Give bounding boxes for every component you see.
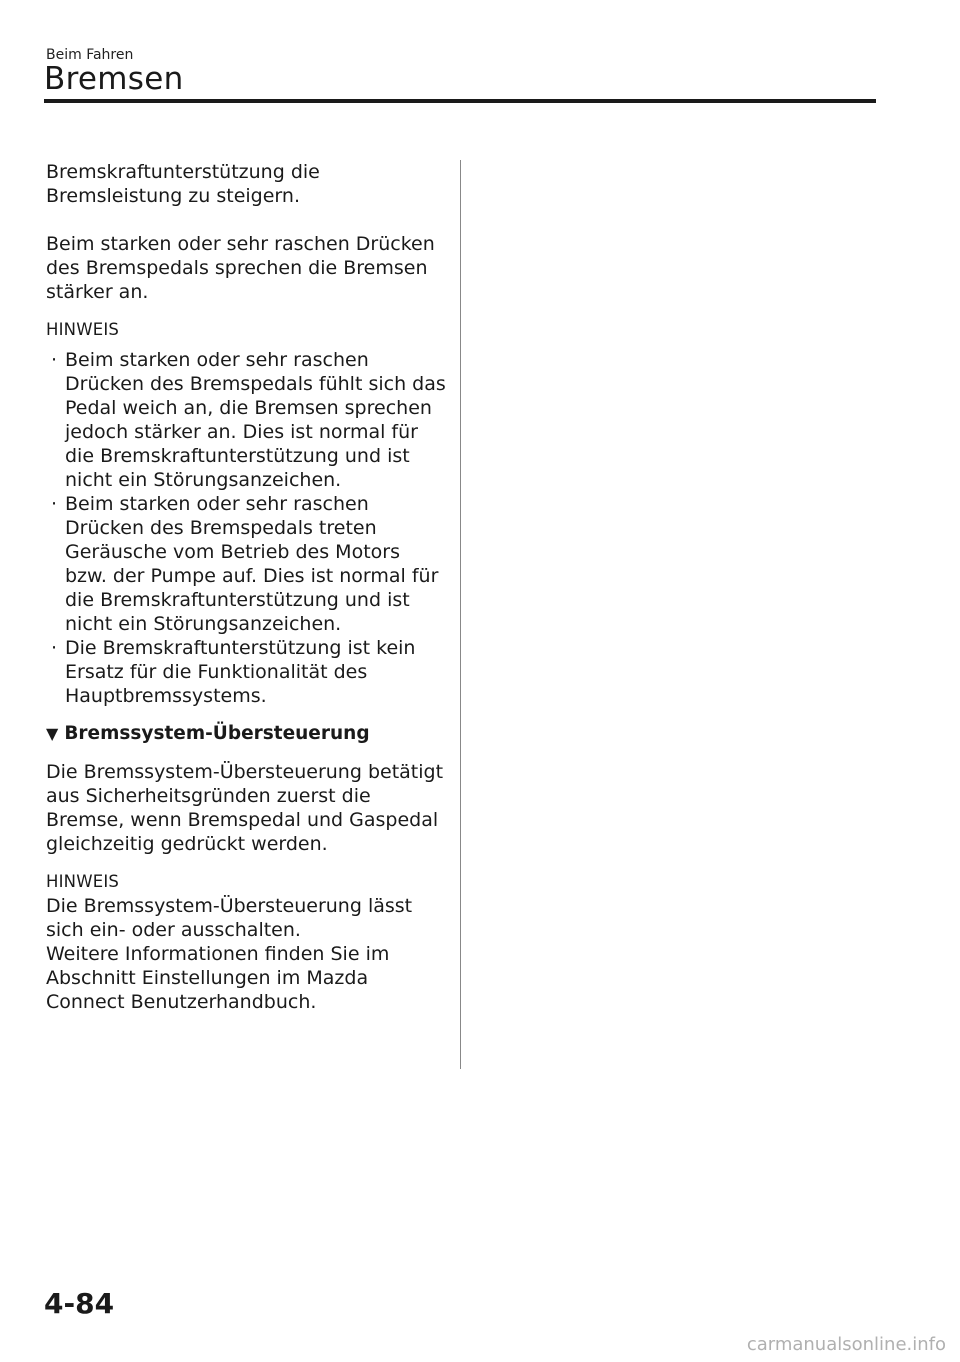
note-label: HINWEIS — [46, 872, 120, 891]
section-heading-text: Bremssystem-Übersteuerung — [64, 723, 370, 744]
paragraph-override: Die Bremssystem-Übersteuerung betätigt aus Sicherheitsgründen zuerst die Bremse, wenn Bremspedal und Gaspedal gleichzeitig gedrückt werden. — [46, 761, 444, 855]
chapter-label: Beim Fahren — [46, 47, 134, 63]
bullet-dot-icon: · — [51, 349, 58, 371]
section-heading — [46, 722, 446, 746]
paragraph-intro: Bremskraftunterstützung die Bremsleistung zu steigern. — [46, 161, 320, 207]
left-column — [46, 160, 446, 1014]
note-text-reference: Weitere Informationen finden Sie im Abschnitt Einstellungen im Mazda Connect Benutzerhandbuch. — [46, 943, 390, 1013]
note-list-item — [46, 636, 446, 708]
note-label: HINWEIS — [46, 320, 120, 339]
page-title: Bremsen — [44, 61, 184, 97]
bullet-dot-icon: · — [51, 637, 58, 659]
note-item-text: Die Bremskraftunterstützung ist kein Ersatz für die Funktionalität des Hauptbremssystems. — [65, 637, 416, 707]
triangle-down-icon: ▼ — [46, 724, 59, 743]
note-item-text: Beim starken oder sehr raschen Drücken des Bremspedals fühlt sich das Pedal weich an, die Bremsen sprechen jedoch stärker an. Dies ist normal für die Bremskraftunterstützung und ist nicht ein Störungsanzeichen. — [65, 349, 446, 491]
note-list — [46, 348, 446, 708]
note-item-text: Beim starken oder sehr raschen Drücken des Bremspedals treten Geräusche vom Betrieb des Motors bzw. der Pumpe auf. Dies ist normal für die Bremskraftunterstützung und ist nicht ein Störungsanzeichen. — [65, 493, 439, 635]
note-list-item — [46, 348, 446, 492]
paragraph-brake-response: Beim starken oder sehr raschen Drücken des Bremspedals sprechen die Bremsen stärker an. — [46, 233, 435, 303]
page-number: 4-84 — [44, 1287, 115, 1320]
bullet-dot-icon: · — [51, 493, 58, 515]
note-list-item — [46, 492, 446, 636]
note-text-toggle: Die Bremssystem-Übersteuerung lässt sich ein- oder ausschalten. — [46, 895, 413, 941]
watermark: carmanualsonline.info — [746, 1334, 946, 1355]
column-divider — [460, 160, 461, 1069]
header-divider — [44, 99, 876, 103]
